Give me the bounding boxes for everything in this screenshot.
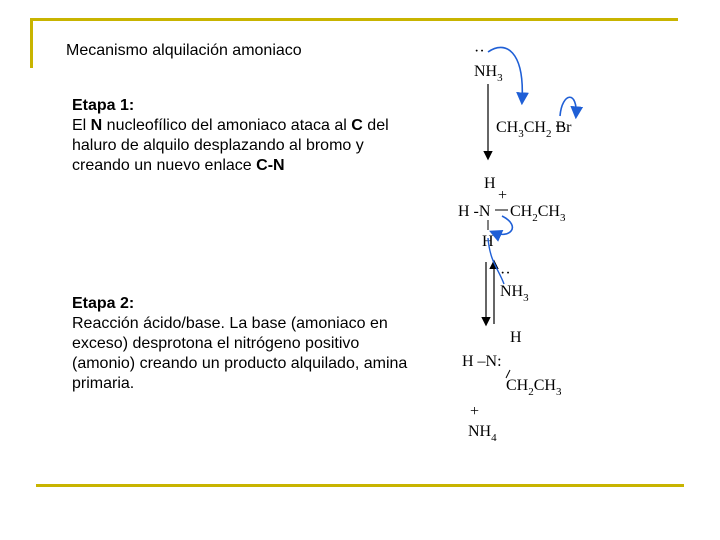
intermediate-left: H -N — [458, 203, 491, 220]
slide-title: Mecanismo alquilación amoniaco — [66, 42, 302, 59]
step2-body: Reacción ácido/base. La base (amoniaco en exceso) desprotona el nitrógeno positivo (amonio) creando un producto alquilado, amina primaria. — [72, 315, 408, 392]
byproduct-ammonium: $NH_4$ — [468, 423, 497, 444]
step1-text-part: nucleofílico del amoniaco ataca al — [102, 117, 352, 134]
intermediate-h-top: H — [484, 175, 496, 192]
step1-text — [72, 96, 412, 176]
positive-charge: + — [498, 187, 508, 204]
intermediate-h-bottom: H — [482, 233, 494, 250]
base-lone-pair: ·· — [500, 265, 511, 282]
step1-bold-n: N — [90, 117, 103, 134]
step2-text — [72, 294, 412, 394]
curved-arrow-leaving — [560, 97, 576, 116]
product-left: H –N: — [462, 353, 502, 370]
alkyl-halide: $CH_3CH_2$ Br — [496, 119, 572, 140]
base-ammonia: $NH_3$ — [500, 283, 529, 304]
step1-bold-c: C — [351, 117, 363, 134]
step1-text-part: El — [72, 117, 91, 134]
step1-heading: Etapa 1: — [72, 97, 135, 114]
step1-bold-cn: C-N — [256, 157, 285, 174]
left-rule — [30, 18, 33, 68]
reaction-mechanism — [430, 40, 700, 450]
lone-pair-dots: ·· — [474, 43, 485, 60]
top-rule — [30, 18, 678, 21]
reactant-ammonia: $NH_3$ — [474, 63, 503, 84]
byproduct-plus: + — [470, 403, 480, 420]
step2-heading: Etapa 2: — [72, 295, 135, 312]
product-h-top: H — [510, 329, 522, 346]
step1-text-part: del haluro de alquilo desplazando al bromo y creando un nuevo enlace — [72, 117, 389, 174]
product-ethyl: $CH_2CH_3$ — [506, 377, 562, 398]
intermediate-ethyl: $CH_2CH_3$ — [510, 203, 566, 224]
bottom-rule — [36, 484, 684, 487]
